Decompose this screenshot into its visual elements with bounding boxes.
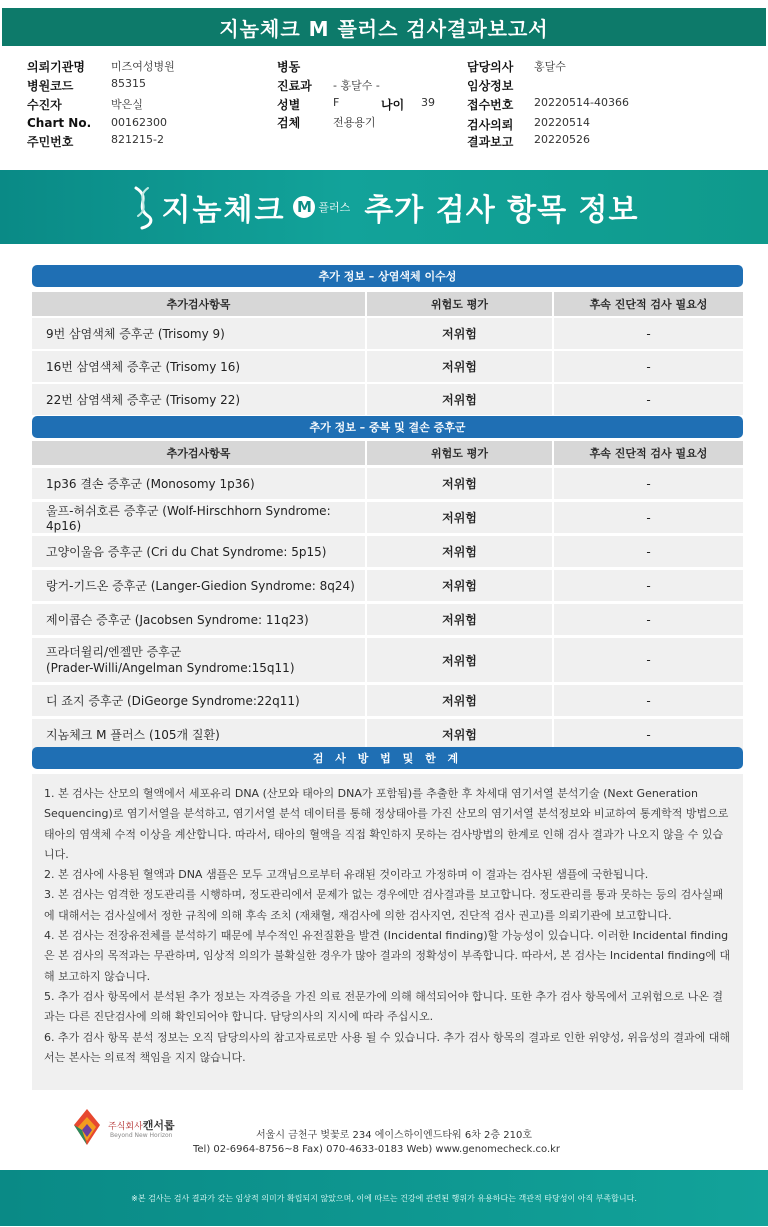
test-item: 16번 삼염색체 증후군 (Trisomy 16) bbox=[32, 351, 365, 382]
info-label: 담당의사 bbox=[467, 60, 514, 74]
aneuploidy-table bbox=[32, 292, 743, 415]
company-name bbox=[108, 1117, 175, 1133]
followup-value: - bbox=[554, 318, 743, 349]
company-prefix: 주식회사 bbox=[108, 1122, 143, 1132]
table-row bbox=[32, 536, 743, 567]
table-row bbox=[32, 351, 743, 382]
test-item: 9번 삼염색체 증후군 (Trisomy 9) bbox=[32, 318, 365, 349]
info-label: Chart No. bbox=[27, 116, 92, 130]
methods-item: 4. 본 검사는 전장유전체를 분석하기 때문에 부수적인 유전질환을 발견 (Incidental finding)할 가능성이 있습니다. 이러한 Incidental finding은 본 검사의 목적과는 무관하며, 임상적 의의가 불확실한 경우가 많아 결과의 정확성이 부족합니다. 따라서, 본 검사는 Incidental finding에 대해 보고하지 않습니다. bbox=[44, 929, 731, 983]
patient-info bbox=[27, 55, 747, 155]
info-label: 검사의뢰 bbox=[467, 118, 514, 132]
methods-item: 1. 본 검사는 산모의 혈액에서 세포유리 DNA (산모와 태아의 DNA가 포함됨)를 추출한 후 차세대 염기서열 분석기술 (Next Generation Sequencing)로 염기서열을 분석하고, 염기서열 분석 데이터를 통해 정상태아를 가진 산모의 염기서열 분석정보와 비교하여 통계학적 방법으로 태아의 염색체 수적 이상을 계산합니다. 따라서, 태아의 혈액을 직접 확인하지 못하는 검사방법의 한계로 인해 검사 결과가 나오지 않을 수 있습니다. bbox=[44, 787, 729, 861]
deletion-table bbox=[32, 441, 743, 750]
column-header: 추가검사항목 bbox=[32, 292, 365, 316]
company-address: 서울시 금천구 벚꽃로 234 에이스하이엔드타워 6차 2층 210호 bbox=[256, 1130, 533, 1141]
company-logo-icon bbox=[70, 1107, 104, 1147]
table-row bbox=[32, 604, 743, 635]
info-value: 20220526 bbox=[534, 133, 590, 146]
info-value: 00162300 bbox=[111, 116, 167, 129]
risk-value: 저위험 bbox=[367, 536, 552, 567]
methods-item: 6. 추가 검사 항목 분석 정보는 오직 담당의사의 참고자료로만 사용 될 수 있습니다. 추가 검사 항목의 결과로 인한 위양성, 위음성의 결과에 대해서는 본사는 의료적 책임을 지지 않습니다. bbox=[44, 1030, 730, 1064]
info-value: 20220514 bbox=[534, 116, 590, 129]
table-header-row bbox=[32, 292, 743, 316]
report-title-bar bbox=[0, 0, 768, 54]
column-header: 후속 진단적 검사 필요성 bbox=[554, 441, 743, 465]
disclaimer-bar bbox=[0, 1170, 768, 1226]
info-label: 병동 bbox=[277, 60, 301, 74]
methods-item: 3. 본 검사는 엄격한 정도관리를 시행하며, 정도관리에서 문제가 없는 경우에만 검사결과를 보고합니다. 정도관리를 통과 못하는 등의 검사실패에 대해서는 검사실에서 정한 규칙에 의해 후속 조치 (재채혈, 재검사에 의한 검사지연, 진단적 검사 권고)를 의뢰기관에 보고합니다. bbox=[44, 888, 724, 922]
followup-value: - bbox=[554, 638, 743, 682]
column-header: 후속 진단적 검사 필요성 bbox=[554, 292, 743, 316]
company-tagline: Beyond New Horizon bbox=[110, 1132, 173, 1139]
banner-subtitle: 추가 검사 항목 정보 bbox=[364, 193, 639, 228]
risk-value: 저위험 bbox=[367, 351, 552, 382]
risk-value: 저위험 bbox=[367, 384, 552, 415]
test-item: 고양이울음 증후군 (Cri du Chat Syndrome: 5p15) bbox=[32, 536, 365, 567]
info-value: 821215-2 bbox=[111, 133, 164, 146]
info-label: 검체 bbox=[277, 116, 301, 130]
dna-logo-icon bbox=[130, 184, 156, 230]
info-value: - 홍달수 - bbox=[333, 79, 380, 92]
methods-item: 5. 추가 검사 항목에서 분석된 추가 정보는 자격증을 가진 의료 전문가에 의해 해석되어야 합니다. 또한 추가 검사 항목에서 고위험으로 나온 결과는 다른 진단검사에 의해 확인되어야 합니다. 담당의사의 지시에 따라 주십시오. bbox=[44, 989, 723, 1024]
risk-value: 저위험 bbox=[367, 719, 552, 750]
test-item: 울프-허쉬호른 증후군 (Wolf-Hirschhorn Syndrome: 4p16) bbox=[32, 502, 365, 533]
followup-value: - bbox=[554, 685, 743, 716]
info-label: 성별 bbox=[277, 98, 301, 112]
test-item-line: (Prader-Willi/Angelman Syndrome:15q11) bbox=[46, 661, 295, 675]
risk-value: 저위험 bbox=[367, 318, 552, 349]
table-row bbox=[32, 502, 743, 533]
info-label: 병원코드 bbox=[27, 79, 74, 93]
methods-body bbox=[32, 774, 743, 1090]
report-title: 지놈체크 M 플러스 검사결과보고서 bbox=[219, 16, 549, 41]
info-value: 85315 bbox=[111, 77, 146, 90]
info-label: 주민번호 bbox=[27, 135, 74, 149]
test-item: 22번 삼염색체 증후군 (Trisomy 22) bbox=[32, 384, 365, 415]
table-header-row bbox=[32, 441, 743, 465]
followup-value: - bbox=[554, 502, 743, 533]
followup-value: - bbox=[554, 570, 743, 601]
brand-name: 지놈체크 bbox=[161, 193, 286, 228]
info-value: 미즈여성병원 bbox=[111, 60, 175, 73]
disclaimer-text: ※본 검사는 검사 결과가 갖는 임상적 의미가 확립되지 않았으며, 이에 따르는 건강에 관련된 행위가 유용하다는 객관적 타당성이 아직 부족합니다. bbox=[131, 1193, 637, 1203]
info-value: 20220514-40366 bbox=[534, 96, 629, 109]
test-item-line: 프라더윌리/엔젤만 증후군 bbox=[46, 645, 182, 659]
test-item: 지놈체크 M 플러스 (105개 질환) bbox=[32, 719, 365, 750]
risk-value: 저위험 bbox=[367, 604, 552, 635]
company-contact: Tel) 02-6964-8756~8 Fax) 070-4633-0183 Web) www.genomecheck.co.kr bbox=[193, 1144, 561, 1155]
info-label: 나이 bbox=[381, 98, 405, 112]
info-value: 39 bbox=[421, 96, 435, 109]
test-item: 디 죠지 증후군 (DiGeorge Syndrome:22q11) bbox=[32, 685, 365, 716]
risk-value: 저위험 bbox=[367, 468, 552, 499]
followup-value: - bbox=[554, 351, 743, 382]
info-value: 박은실 bbox=[111, 98, 143, 111]
followup-value: - bbox=[554, 384, 743, 415]
section-header-deletion: 추가 정보 – 중복 및 결손 증후군 bbox=[32, 416, 743, 438]
section-header-aneuploidy: 추가 정보 – 상염색체 이수성 bbox=[32, 265, 743, 287]
table-row bbox=[32, 638, 743, 682]
section-banner bbox=[0, 170, 768, 244]
followup-value: - bbox=[554, 536, 743, 567]
info-value: 전용용기 bbox=[333, 116, 376, 129]
followup-value: - bbox=[554, 719, 743, 750]
table-row bbox=[32, 685, 743, 716]
info-label: 임상정보 bbox=[467, 79, 514, 93]
column-header: 위험도 평가 bbox=[367, 292, 552, 316]
info-value: F bbox=[333, 96, 340, 109]
info-value: 홍달수 bbox=[534, 60, 566, 73]
risk-value: 저위험 bbox=[367, 502, 552, 533]
test-item bbox=[32, 638, 365, 682]
info-label: 수진자 bbox=[27, 98, 62, 112]
column-header: 추가검사항목 bbox=[32, 441, 365, 465]
risk-value: 저위험 bbox=[367, 685, 552, 716]
methods-item: 2. 본 검사에 사용된 혈액과 DNA 샘플은 모두 고객님으로부터 유래된 것이라고 가정하며 이 결과는 검사된 샘플에 국한됩니다. bbox=[44, 868, 649, 882]
company-name-bold: 캔서롭 bbox=[142, 1119, 175, 1132]
risk-value: 저위험 bbox=[367, 570, 552, 601]
section-header-methods: 검 사 방 법 및 한 계 bbox=[32, 747, 743, 769]
risk-value: 저위험 bbox=[367, 638, 552, 682]
table-row bbox=[32, 468, 743, 499]
footer bbox=[0, 1100, 768, 1168]
info-label: 진료과 bbox=[277, 79, 312, 93]
test-item: 랑거-기드온 증후군 (Langer-Giedion Syndrome: 8q24) bbox=[32, 570, 365, 601]
info-label: 접수번호 bbox=[467, 98, 514, 112]
table-row bbox=[32, 384, 743, 415]
table-row bbox=[32, 570, 743, 601]
table-row bbox=[32, 719, 743, 750]
plus-label: 플러스 bbox=[318, 201, 351, 214]
followup-value: - bbox=[554, 468, 743, 499]
info-label: 의뢰기관명 bbox=[27, 60, 85, 74]
followup-value: - bbox=[554, 604, 743, 635]
column-header: 위험도 평가 bbox=[367, 441, 552, 465]
table-row bbox=[32, 318, 743, 349]
info-label: 결과보고 bbox=[467, 135, 514, 149]
test-item: 제이콥슨 증후군 (Jacobsen Syndrome: 11q23) bbox=[32, 604, 365, 635]
methods-list bbox=[44, 784, 733, 1068]
m-badge: M bbox=[293, 196, 315, 218]
test-item: 1p36 결손 증후군 (Monosomy 1p36) bbox=[32, 468, 365, 499]
